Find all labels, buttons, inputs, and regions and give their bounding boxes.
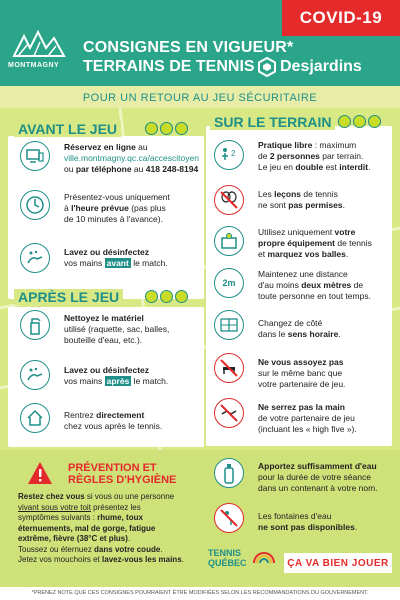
footer-note: *PRENEZ NOTE QUE CES CONSIGNES POURRAIENT ÊTRE MODIFIÉES SELON LES RECOMMANDATIONS DU GOUVERNEMENT. [0, 587, 400, 600]
reservation-link[interactable]: ville.montmagny.qc.ca/accescitoyen [64, 153, 199, 163]
apres-title: APRÈS LE JEU [14, 289, 123, 305]
title-line-2: TERRAINS DE TENNIS [83, 58, 255, 75]
prevention-text: Restez chez vous si vous ou une personne vivant sous votre toit présentez les symptômes suivants : rhume, toux éternuements, mal de gorge, fatigue extrême, fièvre (38°C et plus). Toussez ou éternuez dans votre coude. Jetez vos mouchoirs et lavez-vous les mains. [18, 492, 184, 564]
equipment-icon [214, 226, 244, 256]
terrain-item-practice: Pratique libre : maximum de 2 personnes par terrain. Le jeu en double est interdit. [258, 140, 371, 172]
covid-tag: COVID-19 [282, 0, 400, 36]
avant-title: AVANT LE JEU [14, 121, 121, 137]
tennis-ball-icon [160, 290, 173, 303]
desjardins-logo-icon [257, 57, 277, 77]
water-bottle-icon [214, 458, 244, 488]
distance-2m-icon [214, 268, 244, 298]
terrain-item-handshake: Ne serrez pas la main de votre partenaire de jeu (incluant les « high five »). [258, 402, 357, 434]
water-item-fountain: Les fontaines d'eau ne sont pas disponibles. [258, 511, 358, 532]
terrain-item-bench: Ne vous assoyez pas sur le même banc que votre partenaire de jeu. [258, 357, 346, 389]
tennis-balls-avant [145, 122, 188, 135]
tennis-ball-icon [338, 115, 351, 128]
computer-phone-icon [20, 141, 50, 171]
avant-item-reservation: Réservez en ligne au ville.montmagny.qc.ca/accescitoyen ou par téléphone au 418 248-8194 [64, 142, 199, 174]
ca-va-bien-jouer-logo: ÇA VA BIEN JOUER [284, 553, 392, 573]
apres-item-wash: Lavez ou désinfectez vos mains après le match. [64, 365, 169, 386]
subtitle: POUR UN RETOUR AU JEU SÉCURITAIRE [82, 92, 318, 104]
clock-icon [20, 190, 50, 220]
no-lessons-icon [214, 185, 244, 215]
tennis-ball-icon [175, 290, 188, 303]
rainbow-icon [252, 550, 276, 564]
no-handshake-icon [214, 398, 244, 428]
terrain-title: SUR LE TERRAIN [210, 114, 335, 130]
wash-hands-icon [20, 243, 50, 273]
logo-text: MONTMAGNY [8, 62, 60, 69]
water-item-bring: Apportez suffisamment d'eau pour la durée de votre séance dans un contenant à votre nom. [258, 461, 378, 493]
tennis-ball-icon [175, 122, 188, 135]
players-icon [214, 140, 244, 170]
warning-icon [27, 460, 53, 486]
avant-item-wash: Lavez ou désinfectez vos mains avant le match. [64, 247, 168, 268]
no-fountain-icon [214, 503, 244, 533]
tennis-ball-icon [160, 122, 173, 135]
svg-text:2: 2 [231, 149, 236, 158]
house-icon [20, 403, 50, 433]
tennis-ball-icon [353, 115, 366, 128]
terrain-item-lessons: Les leçons de tennis ne sont pas permises. [258, 189, 345, 210]
prevention-title: PRÉVENTION ET RÈGLES D'HYGIÈNE [68, 462, 177, 486]
montmagny-logo [10, 26, 68, 64]
apres-item-clean: Nettoyez le matériel utilisé (raquette, sac, balles, bouteille d'eau, etc.). [64, 313, 170, 345]
title-line-1: CONSIGNES EN VIGUEUR* [83, 39, 294, 56]
terrain-item-side: Changez de côté dans le sens horaire. [258, 318, 341, 339]
spray-icon [20, 310, 50, 340]
terrain-item-equipment: Utilisez uniquement votre propre équipement de tennis et marquez vos balles. [258, 227, 372, 259]
tennis-balls-terrain [338, 115, 381, 128]
tennis-quebec-logo: TENNIS QUÉBEC [208, 548, 278, 576]
distance-label: 2m [222, 278, 236, 288]
tennis-ball-icon [145, 290, 158, 303]
tennis-ball-icon [145, 122, 158, 135]
court-icon [214, 310, 244, 340]
desjardins-label: Desjardins [280, 58, 362, 75]
wash-hands-icon [20, 360, 50, 390]
no-bench-icon [214, 353, 244, 383]
tennis-balls-apres [145, 290, 188, 303]
terrain-item-distance: Maintenez une distance d'au moins deux mètres de toute personne en tout temps. [258, 269, 371, 301]
tennis-ball-icon [368, 115, 381, 128]
avant-item-arrival: Présentez-vous uniquement à l'heure prévue (pas plus de 10 minutes à l'avance). [64, 192, 170, 224]
apres-item-home: Rentrez directement chez vous après le tennis. [64, 410, 163, 431]
